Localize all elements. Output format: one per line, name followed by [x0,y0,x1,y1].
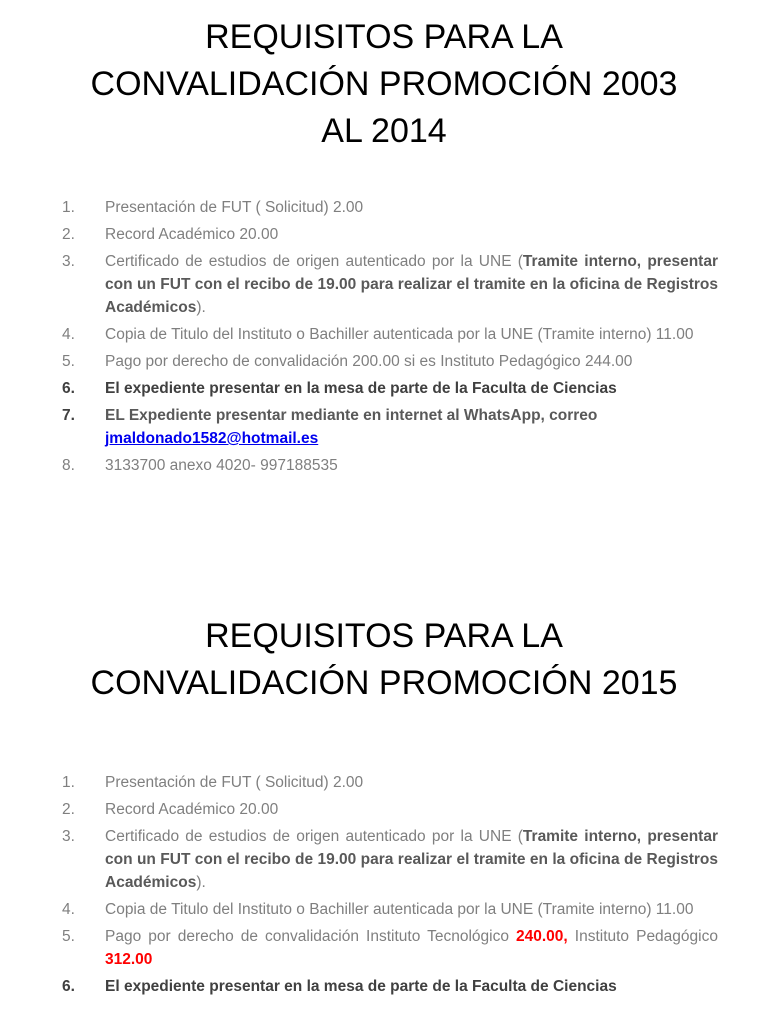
item-text-bold: Tramite interno, presentar con un FUT con el recibo de 19.00 para realizar el tramite en la oficina de Registros Académicos [105,253,718,316]
list-item [62,975,718,998]
title-line: REQUISITOS PARA LA [205,617,563,655]
list-item [62,898,718,921]
list-item [62,404,718,450]
item-text: Instituto Pedagógico [567,928,718,945]
item-text: Certificado de estudios de origen autenticado por la UNE ( [105,828,523,845]
slide-title [30,613,738,707]
price-highlight: 312.00 [105,951,153,968]
item-text: ). [196,874,206,891]
slide-title [30,14,738,155]
list-item [62,377,718,400]
item-number: 8. [62,457,75,474]
list-item [62,925,718,971]
list-item [62,771,718,794]
item-number: 1. [62,774,75,791]
item-number: 5. [62,353,75,370]
item-text: ). [196,299,206,316]
item-text: 3133700 anexo 4020- 997188535 [105,457,338,474]
list-item [62,825,718,894]
item-number: 3. [62,253,75,270]
title-line: AL 2014 [321,112,447,150]
item-number: 3. [62,828,75,845]
list-item [62,350,718,373]
item-text-bold: Tramite interno, presentar con un FUT con el recibo de 19.00 para realizar el tramite en la oficina de Registros Académicos [105,828,718,891]
title-line: CONVALIDACIÓN PROMOCIÓN 2003 [90,65,678,103]
list-item [62,798,718,821]
item-text: Presentación de FUT ( Solicitud) 2.00 [105,774,364,791]
item-number: 2. [62,801,75,818]
item-text-bold: El expediente presentar en la mesa de parte de la Faculta de Ciencias [105,978,617,995]
item-number: 6. [62,978,75,995]
requirements-list [62,196,718,481]
item-text: Pago por derecho de convalidación Instituto Tecnológico [105,928,516,945]
title-line: REQUISITOS PARA LA [205,18,563,56]
list-item [62,223,718,246]
item-text: Certificado de estudios de origen autenticado por la UNE ( [105,253,523,270]
item-text: Record Académico 20.00 [105,226,279,243]
item-number: 7. [62,407,75,424]
email-link[interactable]: jmaldonado1582@hotmail.es [105,430,319,447]
item-number: 4. [62,326,75,343]
price-highlight: 240.00, [516,928,568,945]
item-text-bold: El expediente presentar en la mesa de parte de la Faculta de Ciencias [105,380,617,397]
item-text: Copia de Titulo del Instituto o Bachiller autenticada por la UNE (Tramite interno) 11.00 [105,326,694,343]
item-text: Pago por derecho de convalidación 200.00 si es Instituto Pedagógico 244.00 [105,353,633,370]
item-number: 2. [62,226,75,243]
item-text: Presentación de FUT ( Solicitud) 2.00 [105,199,364,216]
item-number: 1. [62,199,75,216]
item-number: 6. [62,380,75,397]
item-text: Record Académico 20.00 [105,801,279,818]
slide-2015 [0,600,768,1024]
list-item [62,323,718,346]
item-text: Copia de Titulo del Instituto o Bachiller autenticada por la UNE (Tramite interno) 11.00 [105,901,694,918]
item-text-bold: EL Expediente presentar mediante en internet al WhatsApp, correo [105,407,598,424]
list-item [62,196,718,219]
requirements-list [62,771,718,1002]
title-line: CONVALIDACIÓN PROMOCIÓN 2015 [90,664,678,702]
list-item [62,454,718,477]
item-number: 5. [62,928,75,945]
list-item [62,250,718,319]
item-number: 4. [62,901,75,918]
